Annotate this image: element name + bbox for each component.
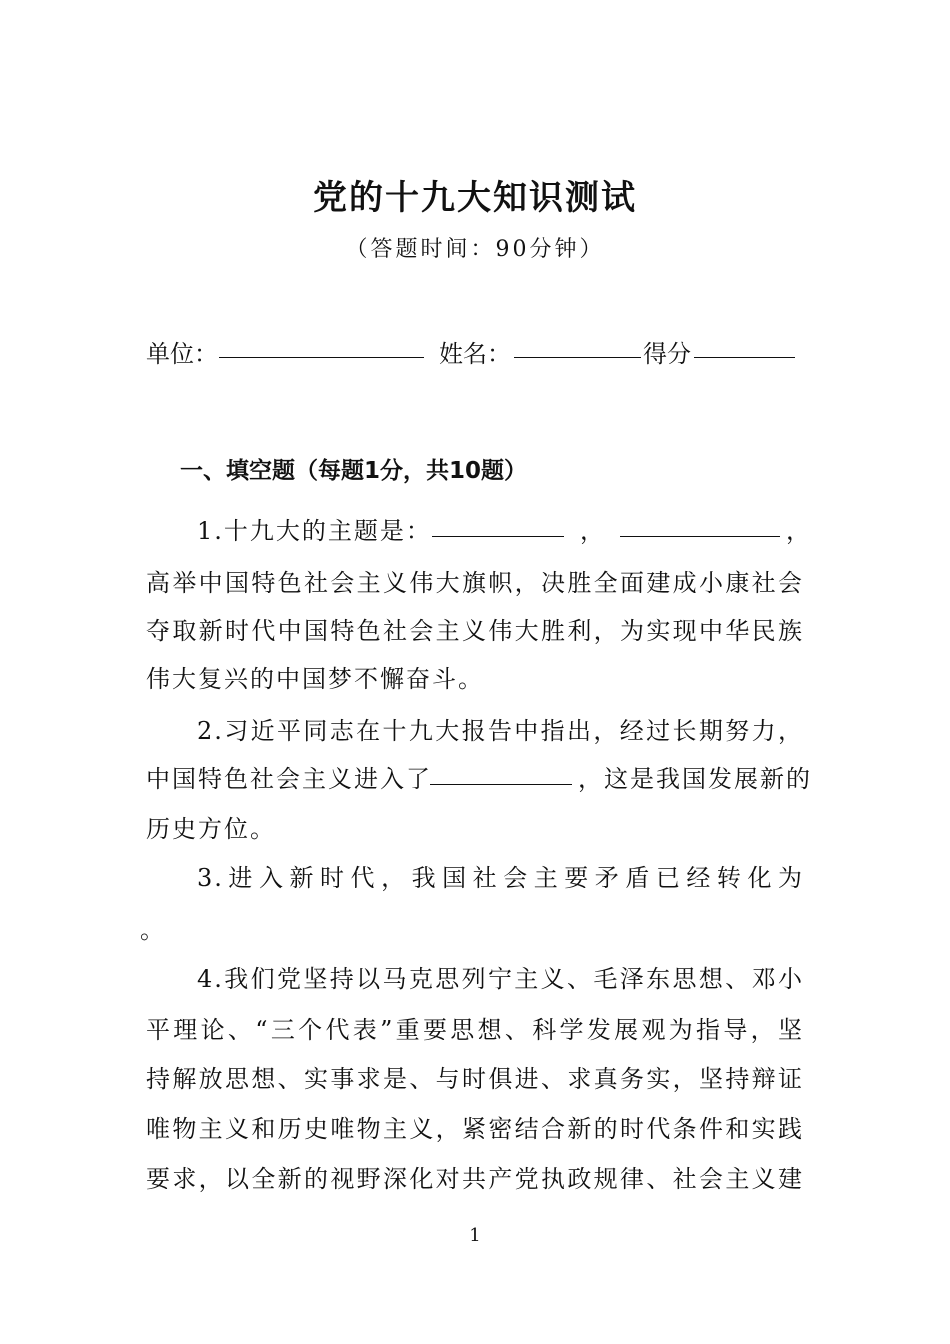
question-4-text: 4.我们党坚持以马克思列宁主义、毛泽东思想、邓小 bbox=[197, 965, 804, 993]
question-2-text: ，这是我国发展新的 bbox=[578, 765, 812, 793]
question-2-text: 中国特色社会主义进入了 bbox=[146, 765, 432, 793]
score-label: 得分 bbox=[643, 340, 691, 368]
question-4-text: 唯物主义和历史唯物主义，紧密结合新的时代条件和实践 bbox=[146, 1115, 804, 1143]
page-number: 1 bbox=[469, 1225, 481, 1246]
question-1-lead: 1.十九大的主题是： bbox=[197, 517, 432, 545]
name-label: 姓名： bbox=[439, 340, 511, 368]
question-1-text: 高举中国特色社会主义伟大旗帜，决胜全面建成小康社会 bbox=[146, 569, 804, 597]
section-heading: 一、填空题（每题1分，共10题） bbox=[180, 458, 528, 484]
unit-blank[interactable] bbox=[219, 357, 424, 358]
question-2-text: 2.习近平同志在十九大报告中指出，经过长期努力， bbox=[197, 717, 804, 745]
question-1-separator: ， bbox=[786, 517, 812, 545]
question-2-blank[interactable] bbox=[430, 784, 572, 785]
name-blank[interactable] bbox=[514, 357, 641, 358]
question-1-blank-2[interactable] bbox=[620, 536, 780, 537]
question-2-text: 历史方位。 bbox=[146, 815, 276, 843]
question-1-separator: ， bbox=[580, 517, 606, 545]
question-4-text: 平理论、“三个代表”重要思想、科学发展观为指导，坚 bbox=[146, 1016, 804, 1044]
unit-label: 单位： bbox=[146, 340, 218, 368]
question-1-blank-1[interactable] bbox=[432, 536, 564, 537]
question-1-text: 夺取新时代中国特色社会主义伟大胜利，为实现中华民族 bbox=[146, 617, 804, 645]
document-title: 党的十九大知识测试 bbox=[313, 178, 637, 218]
question-4-text: 持解放思想、实事求是、与时俱进、求真务实，坚持辩证 bbox=[146, 1065, 804, 1093]
score-blank[interactable] bbox=[694, 357, 795, 358]
exam-duration: （答题时间：90分钟） bbox=[345, 237, 605, 262]
question-3-text: 。 bbox=[140, 916, 166, 944]
question-1-text: 伟大复兴的中国梦不懈奋斗。 bbox=[146, 665, 484, 693]
question-4-text: 要求，以全新的视野深化对共产党执政规律、社会主义建 bbox=[146, 1165, 804, 1193]
question-3-text: 3.进入新时代，我国社会主要矛盾已经转化为 bbox=[197, 864, 804, 892]
